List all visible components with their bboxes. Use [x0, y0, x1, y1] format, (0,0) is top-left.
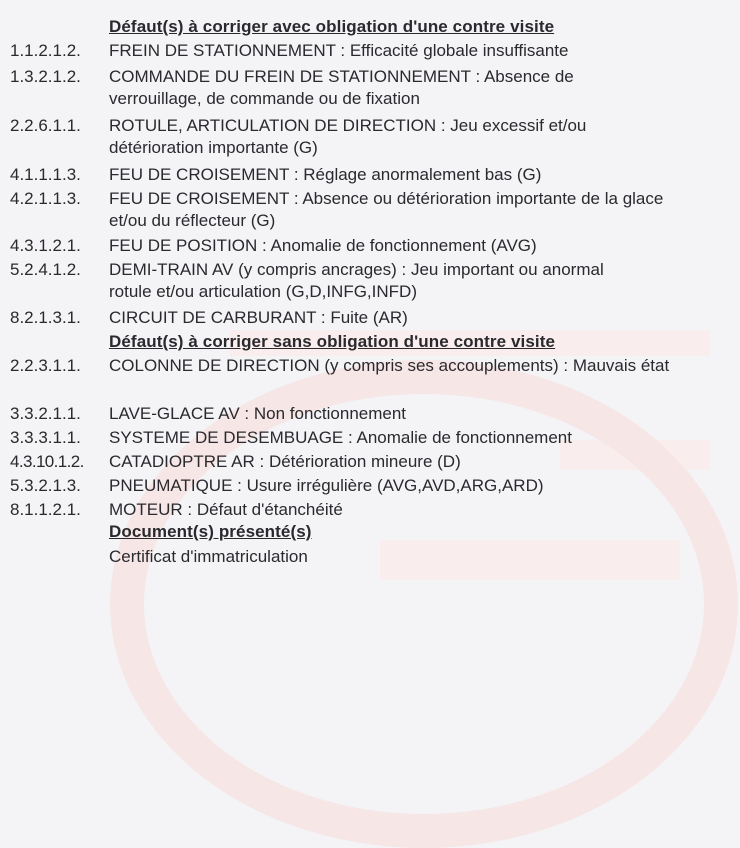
- defect-description: FEU DE CROISEMENT : Réglage anormalement bas (G): [109, 165, 542, 184]
- defect-code: 5.3.2.1.3.: [10, 476, 81, 495]
- defect-code: 8.2.1.3.1.: [10, 308, 81, 327]
- defect-code: 4.3.1.2.1.: [10, 236, 81, 255]
- defect-description: FREIN DE STATIONNEMENT : Efficacité globale insuffisante: [109, 41, 569, 60]
- defect-code: 4.2.1.1.3.: [10, 189, 81, 208]
- defect-description: COLONNE DE DIRECTION (y compris ses accouplements) : Mauvais état: [109, 356, 670, 375]
- defect-code: 8.1.1.2.1.: [10, 500, 81, 519]
- section-heading-without-revisit: Défaut(s) à corriger sans obligation d'une contre visite: [109, 332, 556, 351]
- defect-code: 1.1.2.1.2.: [10, 41, 81, 60]
- defect-code: 4.3.10.1.2.: [10, 452, 84, 471]
- document-item: Certificat d'immatriculation: [109, 547, 308, 566]
- defect-code: 5.2.4.1.2.: [10, 260, 81, 279]
- defect-description: FEU DE POSITION : Anomalie de fonctionnement (AVG): [109, 236, 537, 255]
- section-heading-with-revisit: Défaut(s) à corriger avec obligation d'une contre visite: [109, 17, 555, 36]
- defect-code: 3.3.2.1.1.: [10, 404, 81, 423]
- defect-code: 2.2.3.1.1.: [10, 356, 81, 375]
- defect-code: 3.3.3.1.1.: [10, 428, 81, 447]
- documents-heading: Document(s) présenté(s): [109, 522, 312, 541]
- defect-description: CIRCUIT DE CARBURANT : Fuite (AR): [109, 308, 408, 327]
- defect-code: 2.2.6.1.1.: [10, 116, 81, 135]
- defect-description: DEMI-TRAIN AV (y compris ancrages) : Jeu important ou anormal rotule et/ou articulation (G,D,INFG,INFD): [109, 260, 604, 301]
- defect-description: ROTULE, ARTICULATION DE DIRECTION : Jeu excessif et/ou détérioration importante (G): [109, 116, 587, 157]
- defect-description: LAVE-GLACE AV : Non fonctionnement: [109, 404, 407, 423]
- defect-description: MOTEUR : Défaut d'étanchéité: [109, 500, 343, 519]
- defect-description: COMMANDE DU FREIN DE STATIONNEMENT : Absence de verrouillage, de commande ou de fixation: [109, 67, 574, 108]
- defect-description: CATADIOPTRE AR : Détérioration mineure (D): [109, 452, 461, 471]
- defect-description: SYSTEME DE DESEMBUAGE : Anomalie de fonctionnement: [109, 428, 572, 447]
- defect-code: 4.1.1.1.3.: [10, 165, 81, 184]
- defect-code: 1.3.2.1.2.: [10, 67, 81, 86]
- defect-description: FEU DE CROISEMENT : Absence ou détérioration importante de la glace et/ou du réflecteur (G): [109, 189, 664, 230]
- defect-description: PNEUMATIQUE : Usure irrégulière (AVG,AVD,ARG,ARD): [109, 476, 544, 495]
